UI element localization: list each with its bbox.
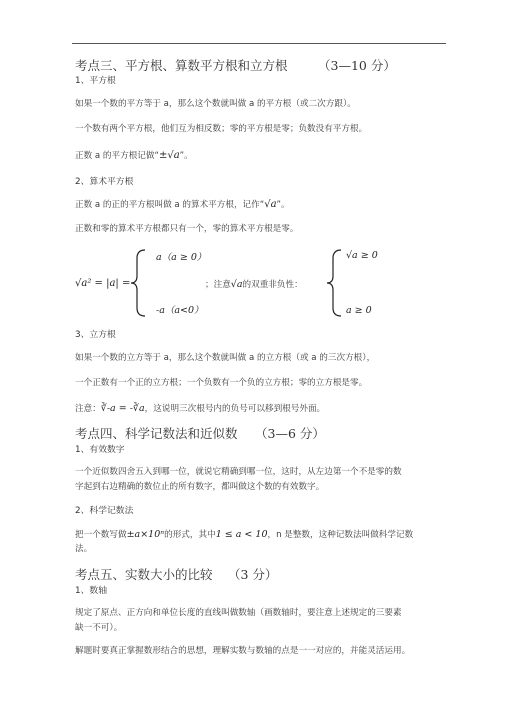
formula-note: ；注意√a的双重非负性： — [205, 279, 303, 290]
formula-lhs: √a² = |a| = — [75, 278, 131, 289]
formula-right-a-nonneg: a ≥ 0 — [346, 305, 372, 316]
math-sqrt-a-note: √a — [230, 279, 243, 290]
math-pm-sqrt-a: ±√a — [158, 150, 180, 161]
sub-significant-figures: 1、有效数字 — [75, 445, 125, 455]
math-cube-root-identity: ∛-a = -∛a — [100, 403, 145, 414]
math-a-range: 1 ≤ a < 10 — [215, 529, 268, 540]
sub-square-root: 1、平方根 — [75, 76, 116, 86]
section-3-score: （3—10 分） — [318, 58, 396, 73]
sub-number-line: 1、数轴 — [75, 586, 107, 596]
sub-arithmetic-root: 2、算术平方根 — [75, 177, 134, 187]
para-arithmetic-root-unique: 正数和零的算术平方根都只有一个，零的算术平方根是零。 — [75, 224, 299, 234]
sub-scientific-notation: 2、科学记数法 — [75, 506, 134, 516]
math-sci-form: ±a×10ⁿ — [126, 529, 165, 540]
para-number-line-line1: 规定了原点、正方向和单位长度的直线叫做数轴（画数轴时，要注意上述规定的三要素 — [75, 608, 402, 618]
header-rule — [72, 43, 446, 44]
para-square-root-props: 一个数有两个平方根，他们互为相反数；零的平方根是零；负数没有平方根。 — [75, 124, 368, 134]
formula-case-neg: -a（a<0） — [156, 305, 204, 316]
para-number-line-tip: 解题时要真正掌握数形结合的思想，理解实数与数轴的点是一一对应的，并能灵活运用。 — [75, 646, 411, 656]
formula-right-sqrt-nonneg: √a ≥ 0 — [346, 250, 378, 261]
para-cube-root-def: 如果一个数的立方等于 a，那么这个数就叫做 a 的立方根（或 a 的三次方根）， — [75, 353, 376, 363]
section-3-heading: 考点三、平方根、算数平方根和立方根 — [75, 58, 288, 73]
para-sci-notation-line1: 把一个数写做±a×10ⁿ的形式，其中1 ≤ a < 10，n 是整数，这种记数法叫做科学记数 — [75, 529, 414, 540]
formula-case-nonneg: a（a ≥ 0） — [156, 252, 207, 263]
para-cube-root-note: 注意：∛-a = -∛a，这说明三次根号内的负号可以移到根号外面。 — [75, 403, 326, 414]
para-number-line-line2: 缺一不可）。 — [75, 623, 123, 633]
section-5-heading: 考点五、实数大小的比较 — [75, 567, 213, 582]
section-5-score: （3 分） — [228, 567, 278, 582]
para-square-root-notation: 正数 a 的平方根记做“±√a”。 — [75, 150, 193, 161]
section-4-score: （3—6 分） — [255, 426, 325, 441]
right-curly-brace — [327, 248, 345, 318]
para-square-root-def: 如果一个数的平方等于 a，那么这个数就叫做 a 的平方根（或二次方跟）。 — [75, 99, 356, 109]
para-cube-root-props: 一个正数有一个正的立方根；一个负数有一个负的立方根；零的立方根是零。 — [75, 378, 368, 388]
sub-cube-root: 3、立方根 — [75, 330, 116, 340]
math-sqrt-a: √a — [264, 199, 277, 210]
para-sig-figs-line2: 字起到右边精确的数位止的所有数字，都叫做这个数的有效数字。 — [75, 482, 325, 492]
para-arithmetic-root-def: 正数 a 的正的平方根叫做 a 的算术平方根，记作“√a”。 — [75, 199, 290, 210]
para-sig-figs-line1: 一个近似数四舍五入到哪一位，就说它精确到哪一位，这时，从左边第一个不是零的数 — [75, 467, 402, 477]
para-sci-notation-line2: 法。 — [75, 544, 93, 554]
section-4-heading: 考点四、科学记数法和近似数 — [75, 426, 238, 441]
left-curly-brace — [131, 248, 149, 318]
